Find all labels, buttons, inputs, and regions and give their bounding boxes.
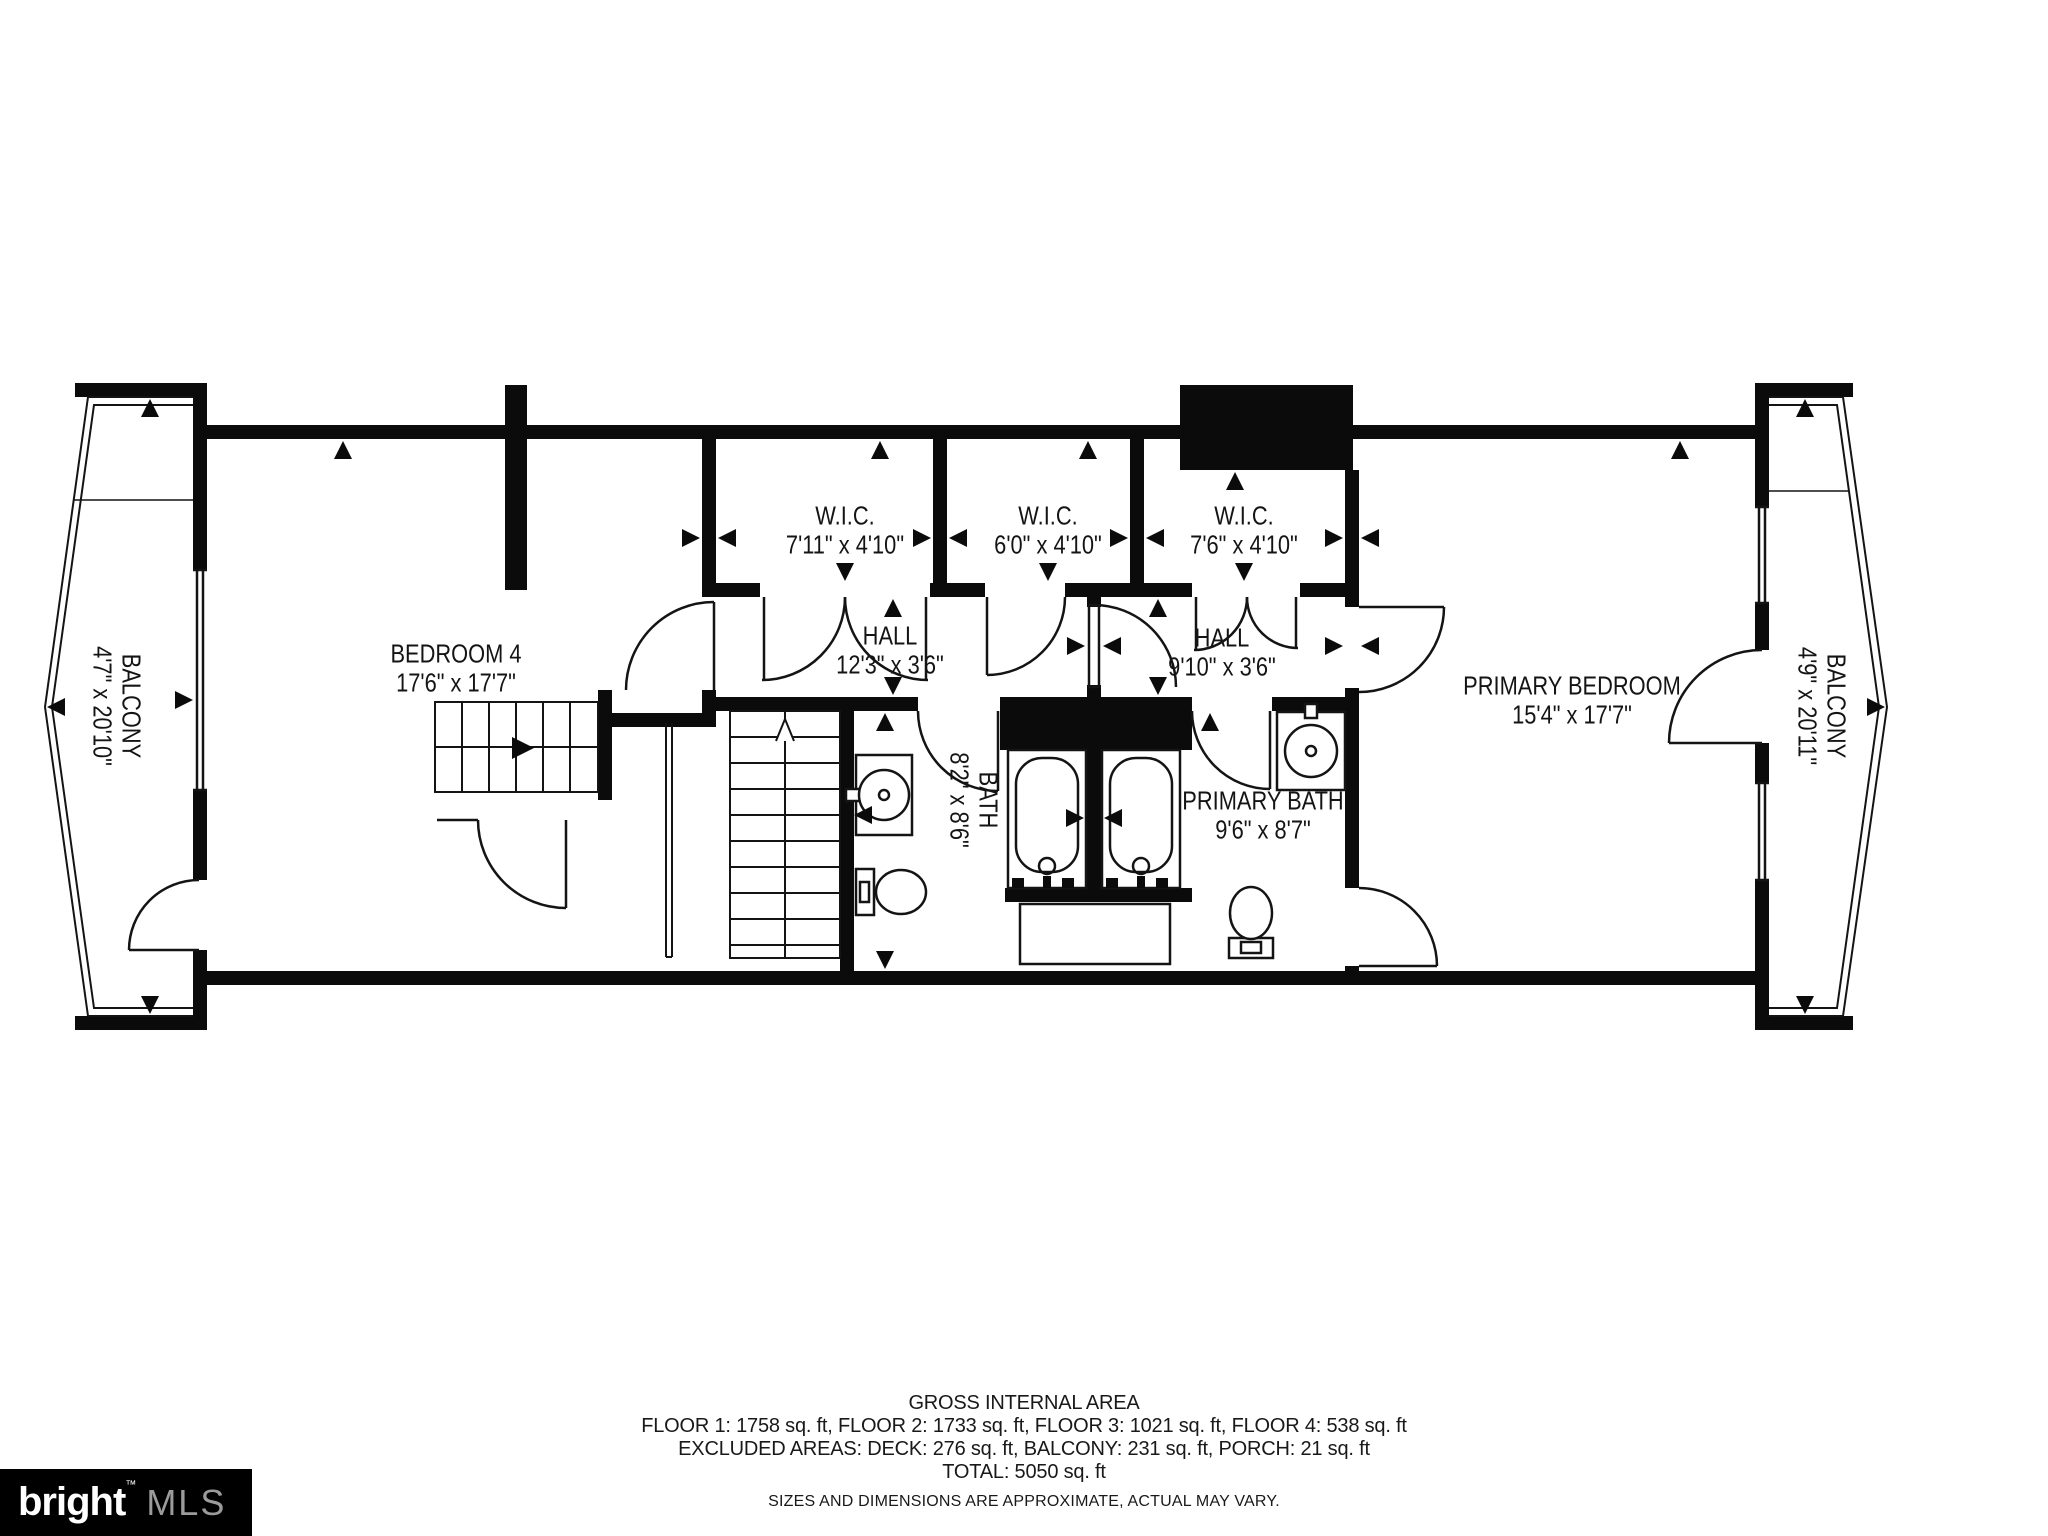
room-name: W.I.C. — [1018, 500, 1078, 531]
stairs-main — [730, 711, 840, 958]
room-label-primary-bedroom — [1463, 671, 1681, 728]
room-name: BEDROOM 4 — [390, 638, 522, 669]
room-dims: 15'4" x 17'7" — [1512, 699, 1632, 729]
stairs-upper — [435, 702, 598, 792]
room-name: BATH — [973, 771, 1004, 829]
room-dims: 12'3" x 3'6" — [836, 649, 944, 679]
room-label-bath — [945, 752, 1002, 847]
room-name: BALCONY — [1821, 653, 1852, 759]
room-dims: 4'9" x 20'11" — [1793, 646, 1823, 766]
room-label-wic-3 — [1190, 501, 1298, 558]
room-label-primary-bath — [1182, 786, 1343, 843]
room-label-wic-2 — [994, 501, 1102, 558]
room-name: HALL — [1194, 622, 1250, 653]
stair-railing — [666, 723, 672, 957]
vanity-double — [1020, 904, 1170, 964]
logo-mls-text: MLS — [146, 1481, 227, 1523]
area-summary-excluded: EXCLUDED AREAS: DECK: 276 sq. ft, BALCONY: 231 sq. ft, PORCH: 21 sq. ft — [678, 1438, 1370, 1460]
room-name: BALCONY — [116, 653, 147, 759]
room-name: PRIMARY BATH — [1182, 785, 1344, 816]
logo-trademark: ™ — [125, 1479, 137, 1491]
sink-primary-bath — [1277, 704, 1345, 790]
room-dims: 7'6" x 4'10" — [1190, 529, 1298, 559]
room-dims: 7'11" x 4'10" — [785, 529, 905, 559]
sink-bath — [846, 755, 912, 835]
room-label-balcony-left — [88, 646, 145, 766]
area-summary-total: TOTAL: 5050 sq. ft — [942, 1461, 1106, 1483]
toilet-primary-bath — [1229, 887, 1273, 958]
logo-brand-text: bright — [18, 1480, 126, 1524]
room-dims: 8'2" x 8'6" — [945, 752, 975, 848]
room-dims: 4'7" x 20'10" — [88, 646, 118, 766]
area-summary-disclaimer: SIZES AND DIMENSIONS ARE APPROXIMATE, ACTUAL MAY VARY. — [768, 1493, 1280, 1510]
room-label-wic-1 — [786, 501, 904, 558]
room-label-hall-2 — [1168, 623, 1276, 680]
brightmls-logo — [0, 1469, 252, 1536]
room-dims: 9'6" x 8'7" — [1215, 814, 1311, 844]
room-label-hall-1 — [836, 621, 944, 678]
room-label-balcony-right — [1793, 647, 1850, 765]
area-summary — [0, 1392, 2048, 1513]
room-dims: 17'6" x 17'7" — [396, 667, 516, 697]
room-name: W.I.C. — [1214, 500, 1274, 531]
room-dims: 6'0" x 4'10" — [994, 529, 1102, 559]
toilet-bath — [856, 869, 926, 915]
room-dims: 9'10" x 3'6" — [1168, 651, 1276, 681]
area-summary-title: GROSS INTERNAL AREA — [908, 1392, 1140, 1414]
room-label-bedroom-4 — [390, 639, 521, 696]
room-name: W.I.C. — [815, 500, 875, 531]
room-name: HALL — [862, 620, 918, 651]
area-summary-floors: FLOOR 1: 1758 sq. ft, FLOOR 2: 1733 sq. ft, FLOOR 3: 1021 sq. ft, FLOOR 4: 538 sq. ft — [641, 1415, 1407, 1437]
room-name: PRIMARY BEDROOM — [1463, 670, 1681, 701]
